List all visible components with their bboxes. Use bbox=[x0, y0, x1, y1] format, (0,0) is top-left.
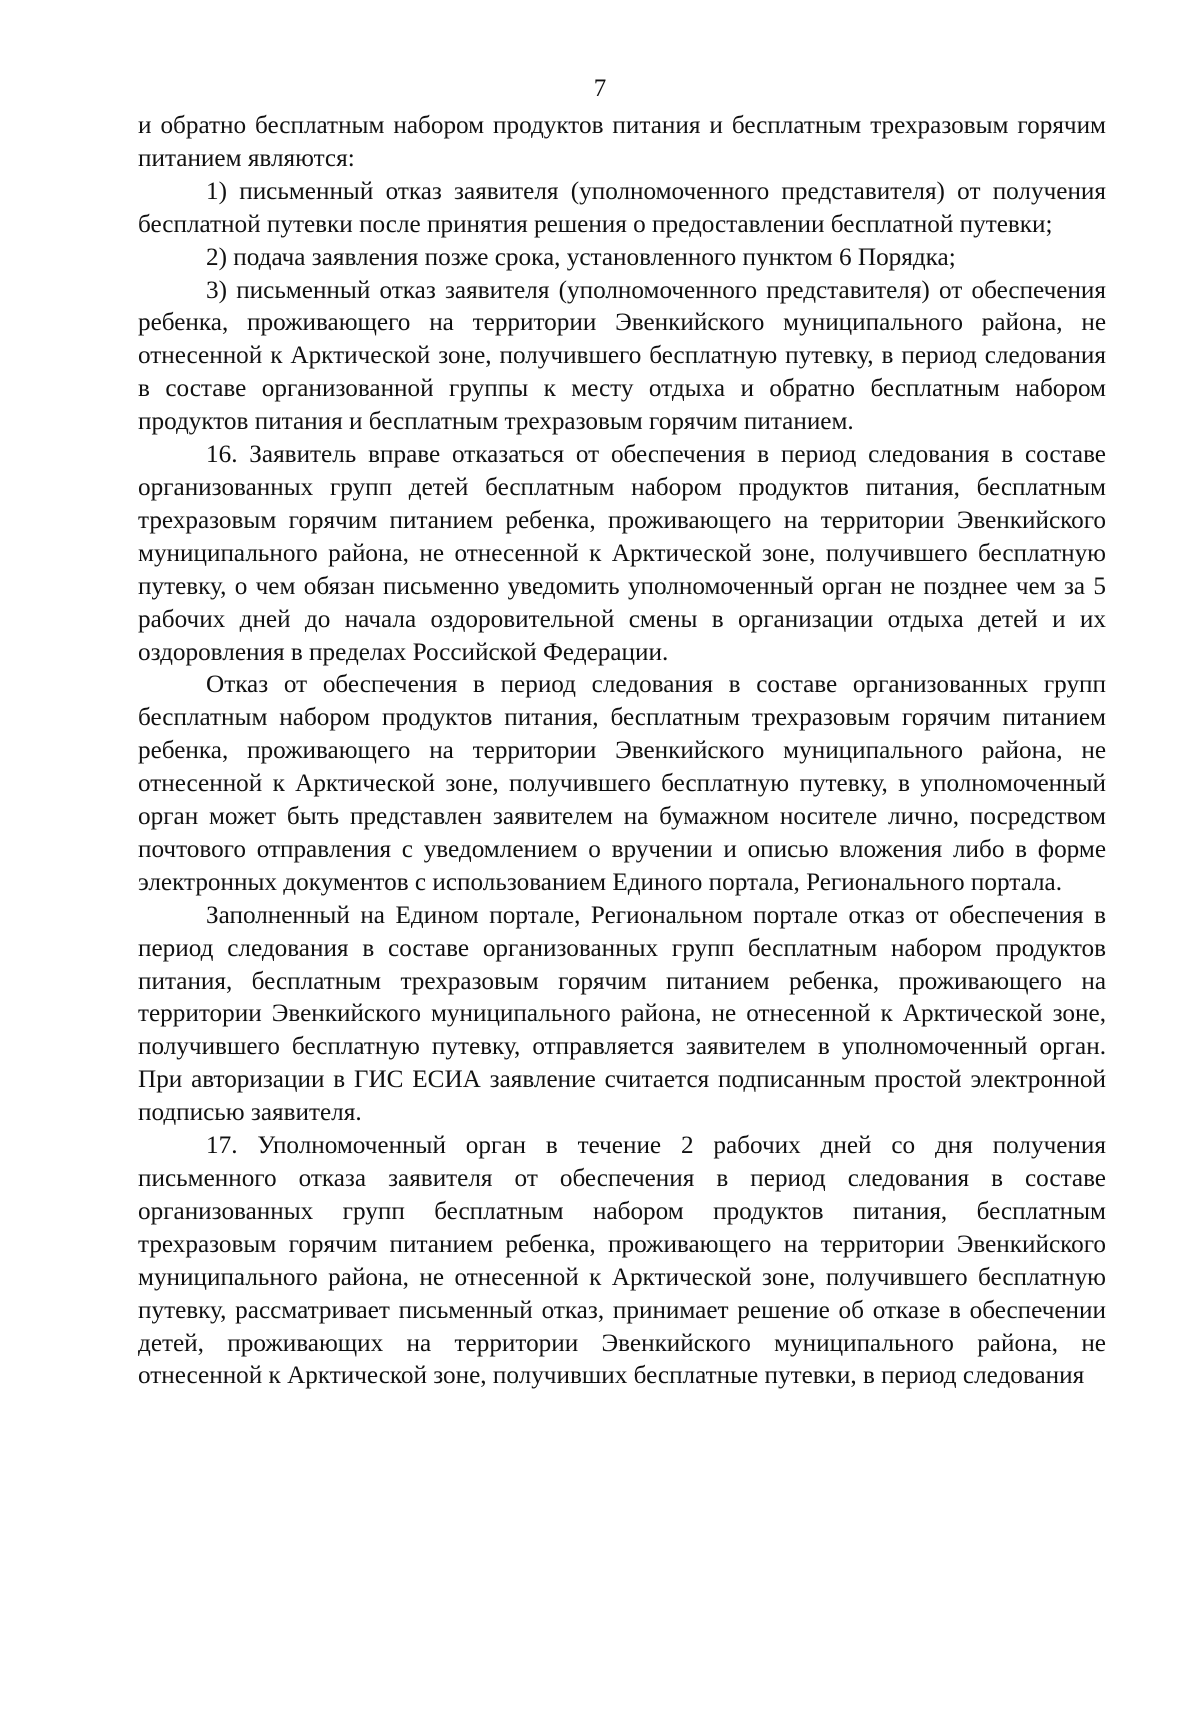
paragraph-clause-17: 17. Уполномоченный орган в течение 2 рабочих дней со дня получения письменного отказа заявителя от обеспечения в период следования в составе организованных групп бесплатным набором продуктов питания, бесплатным трехразовым горячим питанием ребенка, проживающего на территории Эвенкийского муниципального района, не отнесенной к Арктической зоне, получившего бесплатную путевку, рассматривает письменный отказ, принимает решение об отказе в обеспечении детей, проживающих на территории Эвенкийского муниципального района, не отнесенной к Арктической зоне, получивших бесплатные путевки, в период следования bbox=[138, 1132, 1106, 1390]
document-body bbox=[138, 110, 1106, 1393]
page-number: 7 bbox=[593, 75, 607, 102]
paragraph-online-refusal: Заполненный на Едином портале, Региональном портале отказ от обеспечения в период следования в составе организованных групп бесплатным набором продуктов питания, бесплатным трехразовым горячим питанием ребенка, проживающего на территории Эвенкийского муниципального района, не отнесенной к Арктической зоне, получившего бесплатную путевку, отправляется заявителем в уполномоченный орган. При авторизации в ГИС ЕСИА заявление считается подписанным простой электронной подписью заявителя. bbox=[138, 901, 1106, 1127]
paragraph-clause-16: 16. Заявитель вправе отказаться от обеспечения в период следования в составе организованных групп детей бесплатным набором продуктов питания, бесплатным трехразовым горячим питанием ребенка, проживающего на территории Эвенкийского муниципального района, не отнесенной к Арктической зоне, получившего бесплатную путевку, о чем обязан письменно уведомить уполномоченный орган не позднее чем за 5 рабочих дней до начала оздоровительной смены в организации отдыха детей и их оздоровления в пределах Российской Федерации. bbox=[138, 441, 1106, 666]
paragraph-item-1: 1) письменный отказ заявителя (уполномоченного представителя) от получения бесплатной путевки после принятия решения о предоставлении бесплатной путевки; bbox=[138, 177, 1106, 238]
paragraph-continuation: и обратно бесплатным набором продуктов питания и бесплатным трехразовым горячим питанием являются: bbox=[138, 112, 1106, 172]
paragraph-refusal-submission: Отказ от обеспечения в период следования в составе организованных групп бесплатным набором продуктов питания, бесплатным трехразовым горячим питанием ребенка, проживающего на территории Эвенкийского муниципального района, не отнесенной к Арктической зоне, получившего бесплатную путевку, в уполномоченный орган может быть представлен заявителем на бумажном носителе лично, посредством почтового отправления с уведомлением о вручении и описью вложения либо в форме электронных документов с использованием Единого портала, Регионального портала. bbox=[138, 671, 1106, 896]
paragraph-item-3: 3) письменный отказ заявителя (уполномоченного представителя) от обеспечения ребенка, проживающего на территории Эвенкийского муниципального района, не отнесенной к Арктической зоне, получившего бесплатную путевку, в период следования в составе организованной группы к месту отдыха и обратно бесплатным набором продуктов питания и бесплатным трехразовым горячим питанием. bbox=[138, 276, 1106, 436]
paragraph-item-2: 2) подача заявления позже срока, установленного пунктом 6 Порядка; bbox=[206, 243, 956, 271]
